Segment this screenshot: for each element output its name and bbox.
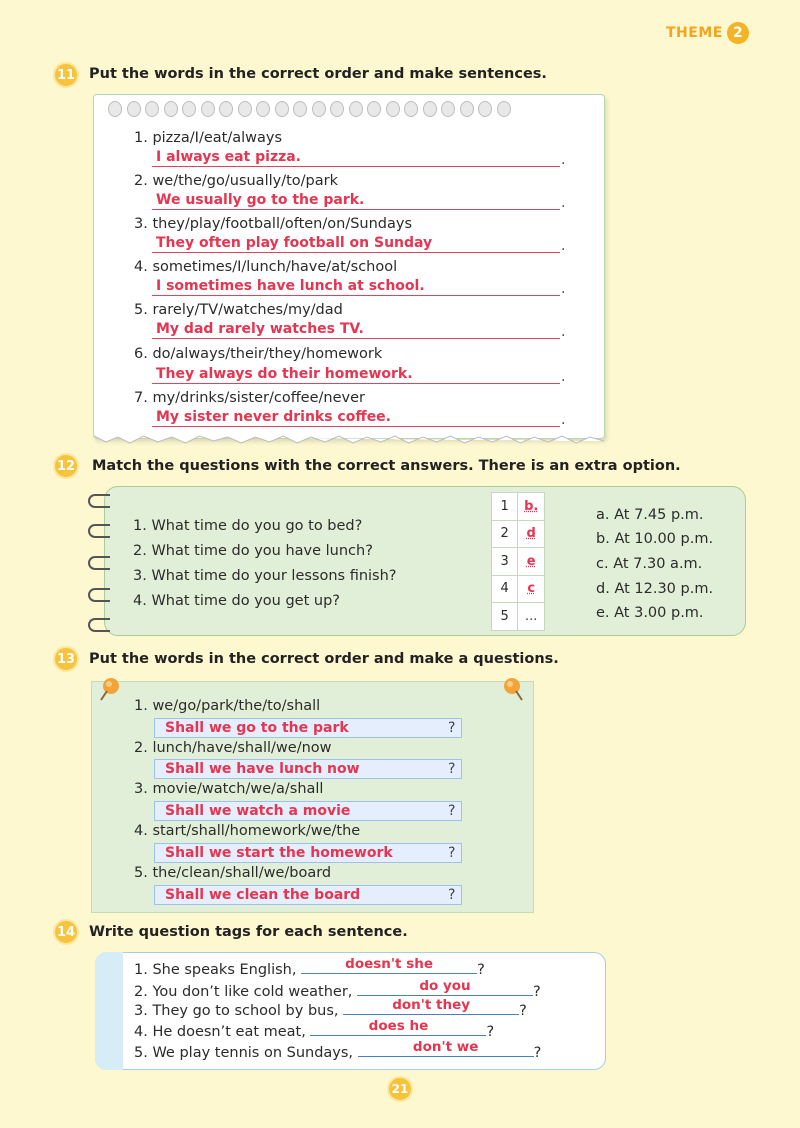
ex11-answer-4[interactable]: I sometimes have lunch at school. <box>152 278 560 296</box>
ex14-item-3 <box>134 997 527 1019</box>
exercise-14-side-tab <box>95 952 123 1070</box>
exercise-11-number: 11 <box>53 62 79 88</box>
grid-row <box>492 520 545 548</box>
exercise-11-title: Put the words in the correct order and make sentences. <box>89 66 547 82</box>
grid-answer[interactable]: c <box>518 575 545 603</box>
ex14-item-4 <box>134 1018 495 1040</box>
ex11-prompt-1: 1. pizza/I/eat/always <box>134 130 283 146</box>
ex13-qmark-2: ? <box>448 761 456 777</box>
pushpin-icon <box>97 676 123 702</box>
ex11-prompt-6: 6. do/always/their/they/homework <box>134 346 383 362</box>
ex13-qmark-1: ? <box>448 720 456 736</box>
ex13-answer-3[interactable]: Shall we watch a movie <box>154 801 462 821</box>
ex12-question-2: 2. What time do you have lunch? <box>133 543 373 559</box>
ex11-prompt-4: 4. sometimes/I/lunch/have/at/school <box>134 259 398 275</box>
ex14-answer[interactable]: does he <box>310 1020 486 1036</box>
grid-answer[interactable]: ... <box>518 603 545 631</box>
grid-number: 1 <box>492 493 518 521</box>
grid-answer[interactable]: d <box>518 520 545 548</box>
ex13-answer-4[interactable]: Shall we start the homework <box>154 843 462 863</box>
option-letter: e. <box>596 605 610 621</box>
notebook-rings <box>108 101 511 117</box>
option-text: At 12.30 p.m. <box>614 581 714 597</box>
ex12-option-b <box>596 531 713 547</box>
option-letter: d. <box>596 581 610 597</box>
grid-row <box>492 493 545 521</box>
grid-answer[interactable]: b. <box>518 493 545 521</box>
ex12-option-a <box>596 507 704 523</box>
exercise-12-title: Match the questions with the correct answers. There is an extra option. <box>92 458 681 474</box>
ex14-prompt: 3. They go to school by bus, <box>134 1003 339 1019</box>
ex14-prompt: 4. He doesn’t eat meat, <box>134 1024 306 1040</box>
ex11-answer-6[interactable]: They always do their homework. <box>152 366 560 384</box>
pushpin-icon <box>500 676 526 702</box>
ex11-period-1: . <box>561 152 566 168</box>
ex14-qmark: ? <box>519 1003 527 1019</box>
option-letter: c. <box>596 556 609 572</box>
torn-edge <box>94 434 604 446</box>
ex12-answer-grid <box>491 492 545 631</box>
grid-answer[interactable]: e <box>518 548 545 576</box>
ex11-prompt-3: 3. they/play/football/often/on/Sundays <box>134 216 413 232</box>
ex13-prompt-4: 4. start/shall/homework/we/the <box>134 823 361 839</box>
option-text: At 7.30 a.m. <box>613 556 703 572</box>
ex12-option-e <box>596 605 704 621</box>
grid-number: 4 <box>492 575 518 603</box>
exercise-14-title: Write question tags for each sentence. <box>89 924 408 940</box>
ex11-period-4: . <box>561 281 566 297</box>
ex13-prompt-5: 5. the/clean/shall/we/board <box>134 865 332 881</box>
exercise-12-number: 12 <box>53 453 79 479</box>
ex13-qmark-4: ? <box>448 845 456 861</box>
ex13-answer-2[interactable]: Shall we have lunch now <box>154 759 462 779</box>
exercise-14-number: 14 <box>53 919 79 945</box>
spiral-icon <box>88 588 110 602</box>
exercise-13-title: Put the words in the correct order and make a questions. <box>89 651 559 667</box>
option-letter: b. <box>596 531 610 547</box>
grid-row <box>492 575 545 603</box>
option-text: At 3.00 p.m. <box>614 605 704 621</box>
ex11-period-7: . <box>561 412 566 428</box>
grid-number: 5 <box>492 603 518 631</box>
exercise-13-number: 13 <box>53 646 79 672</box>
ex14-qmark: ? <box>533 984 541 1000</box>
ex13-answer-1[interactable]: Shall we go to the park <box>154 718 462 738</box>
ex13-prompt-2: 2. lunch/have/shall/we/now <box>134 740 332 756</box>
ex14-prompt: 1. She speaks English, <box>134 962 297 978</box>
ex13-prompt-3: 3. movie/watch/we/a/shall <box>134 781 324 797</box>
ex11-answer-3[interactable]: They often play football on Sunday <box>152 235 560 253</box>
spiral-icon <box>88 556 110 570</box>
ex14-qmark: ? <box>533 1045 542 1061</box>
ex13-qmark-5: ? <box>448 887 456 903</box>
grid-row <box>492 603 545 631</box>
theme-number: 2 <box>727 22 749 44</box>
ex14-prompt: 5. We play tennis on Sundays, <box>134 1045 354 1061</box>
ex11-answer-5[interactable]: My dad rarely watches TV. <box>152 321 560 339</box>
ex14-qmark: ? <box>477 962 485 978</box>
spiral-icon <box>88 494 110 508</box>
ex14-item-1 <box>134 956 485 978</box>
ex11-prompt-5: 5. rarely/TV/watches/my/dad <box>134 302 343 318</box>
ex13-answer-5[interactable]: Shall we clean the board <box>154 885 462 905</box>
spiral-icon <box>88 524 110 538</box>
theme-header <box>666 22 749 44</box>
ex13-prompt-1: 1. we/go/park/the/to/shall <box>134 698 321 714</box>
ex14-answer[interactable]: doesn't she <box>301 958 477 974</box>
ex12-question-3: 3. What time do your lessons finish? <box>133 568 397 584</box>
ex14-answer[interactable]: do you <box>357 980 533 996</box>
ex12-question-4: 4. What time do you get up? <box>133 593 340 609</box>
ex11-period-2: . <box>561 195 566 211</box>
ex13-qmark-3: ? <box>448 803 456 819</box>
ex11-prompt-2: 2. we/the/go/usually/to/park <box>134 173 338 189</box>
ex11-answer-2[interactable]: We usually go to the park. <box>152 192 560 210</box>
ex11-prompt-7: 7. my/drinks/sister/coffee/never <box>134 390 365 406</box>
ex14-answer[interactable]: don't we <box>358 1041 534 1057</box>
grid-number: 3 <box>492 548 518 576</box>
ex11-answer-1[interactable]: I always eat pizza. <box>152 149 560 167</box>
ex11-answer-7[interactable]: My sister never drinks coffee. <box>152 409 560 427</box>
option-text: At 10.00 p.m. <box>614 531 714 547</box>
grid-number: 2 <box>492 520 518 548</box>
ex14-answer[interactable]: don't they <box>343 999 519 1015</box>
ex11-period-6: . <box>561 369 566 385</box>
ex14-item-2 <box>134 978 541 1000</box>
ex14-prompt: 2. You don’t like cold weather, <box>134 984 353 1000</box>
ex14-item-5 <box>134 1039 542 1061</box>
option-letter: a. <box>596 507 610 523</box>
theme-label: THEME <box>666 25 723 41</box>
ex11-period-5: . <box>561 324 566 340</box>
ex11-period-3: . <box>561 238 566 254</box>
spiral-icon <box>88 618 110 632</box>
ex12-option-c <box>596 556 702 572</box>
page-number: 21 <box>387 1076 413 1102</box>
option-text: At 7.45 p.m. <box>614 507 704 523</box>
ex14-qmark: ? <box>486 1024 495 1040</box>
grid-row <box>492 548 545 576</box>
ex12-question-1: 1. What time do you go to bed? <box>133 518 363 534</box>
ex12-option-d <box>596 581 713 597</box>
